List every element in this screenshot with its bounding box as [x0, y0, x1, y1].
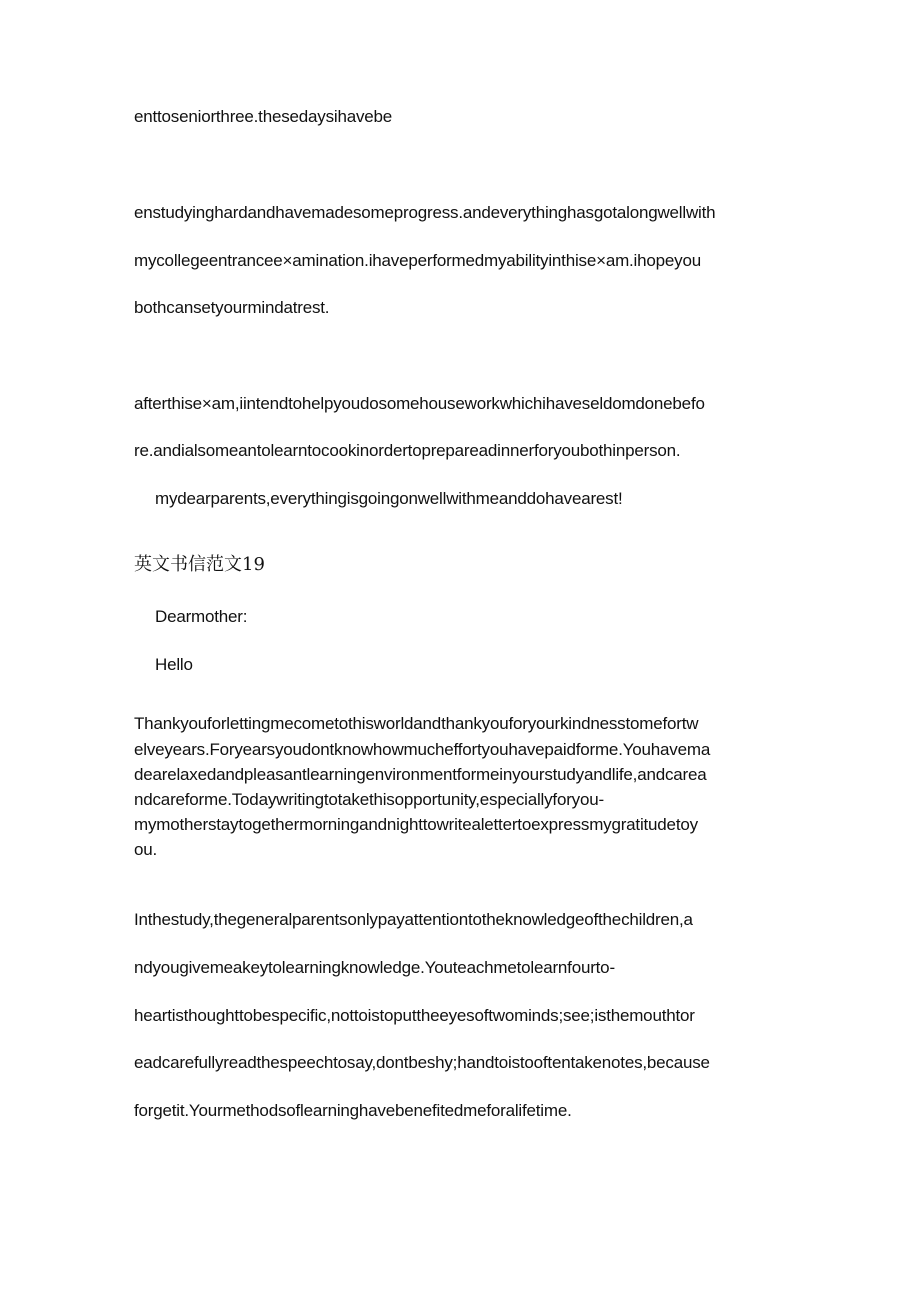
text-line: Inthestudy,thegeneralparentsonlypayattentiontotheknowledgeofthechildren,a — [134, 910, 693, 929]
greeting: Hello — [155, 655, 193, 674]
text-line: mymotherstaytogethermorningandnighttowritealettertoexpressmygratitudetoy — [134, 815, 698, 834]
text-line: elveyears.Foryearsyoudontknowhowmucheffortyouhavepaidforme.Youhavema — [134, 740, 711, 759]
text-line: eadcarefullyreadthespeechtosay,dontbeshy;handtoistooftentakenotes,because — [134, 1053, 710, 1072]
text-line: Thankyouforlettingmecometothisworldandthankyouforyourkindnesstomefortw — [134, 714, 699, 733]
text-line: afterthise×am,iintendtohelpyoudosomehouseworkwhichihaveseldomdonebefo — [134, 394, 705, 413]
text-line: enstudyinghardandhavemadesomeprogress.andeverythinghasgotalongwellwith — [134, 203, 716, 222]
section-heading: 英文书信范文19 — [134, 554, 265, 575]
text-line: ndcareforme.Todaywritingtotakethisopportunity,especiallyforyou- — [134, 790, 604, 809]
text-line: forgetit.Yourmethodsoflearninghavebenefitedmeforalifetime. — [134, 1101, 572, 1120]
text-line: heartisthoughttobespecific,nottoistoputtheeyesoftwominds;see;isthemouthtor — [134, 1006, 695, 1025]
text-line: mycollegeentrancee×amination.ihaveperformedmyabilityinthise×am.ihopeyou — [134, 251, 701, 270]
text-line: ou. — [134, 840, 158, 859]
text-line: re.andialsomeantolearntocookinordertoprepareadinnerforyoubothinperson. — [134, 441, 681, 460]
text-line: bothcansetyourmindatrest. — [134, 298, 330, 317]
text-line: dearelaxedandpleasantlearningenvironmentformeinyourstudyandlife,andcarea — [134, 765, 707, 784]
text-line: ndyougivemeakeytolearningknowledge.Youteachmetolearnfourto- — [134, 958, 615, 977]
salutation: Dearmother: — [155, 607, 248, 626]
closing-line: mydearparents,everythingisgoingonwellwithmeanddohavearest! — [155, 489, 623, 508]
text-line: enttoseniorthree.thesedaysihavebe — [134, 107, 393, 126]
